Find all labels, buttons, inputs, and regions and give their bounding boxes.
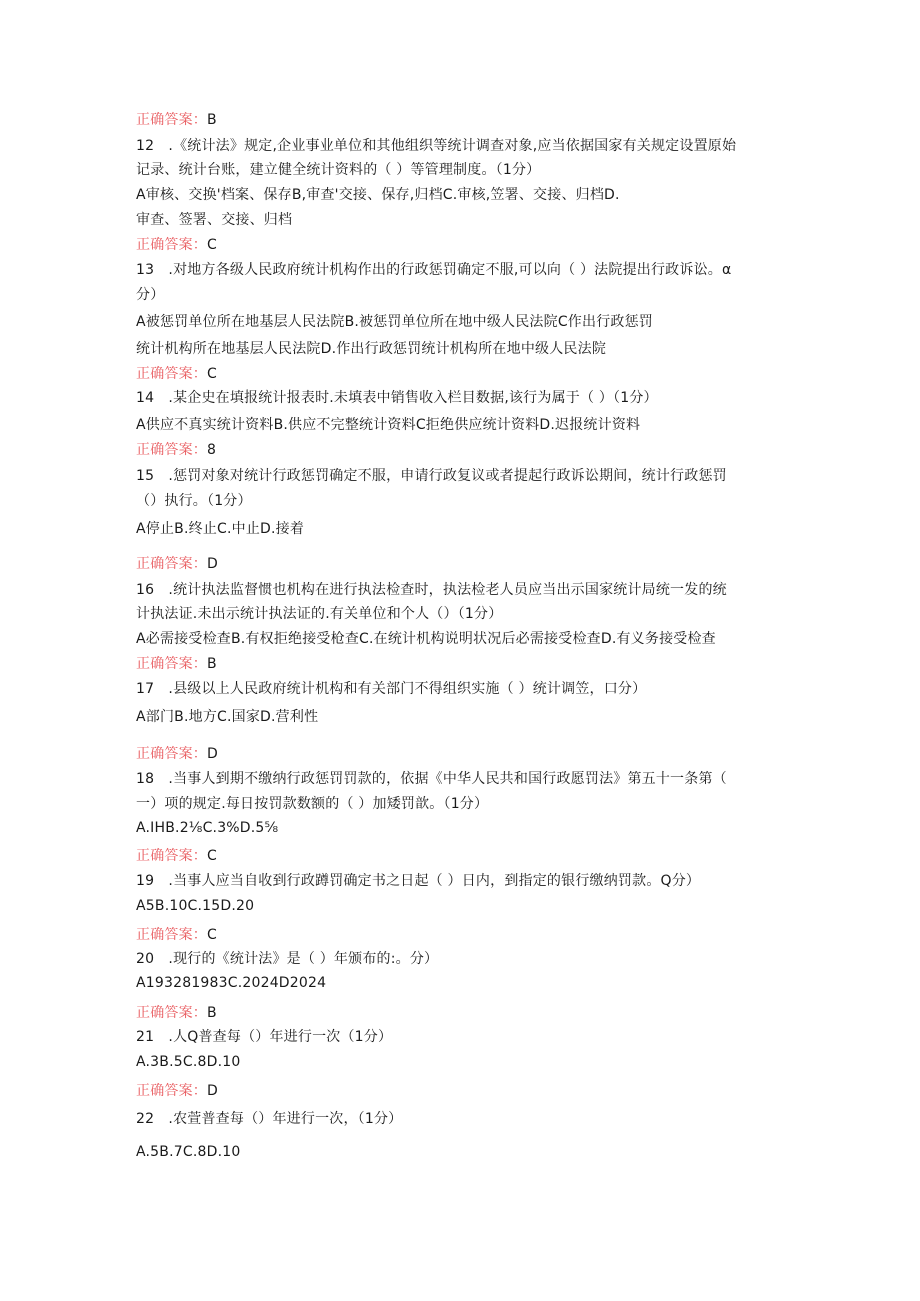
correct-answer-value: B [207, 112, 217, 128]
question-text-line: A5B.10C.15D.20 [136, 898, 255, 914]
correct-answer-label: 正确答案： [136, 556, 207, 572]
question-text-line: 21 .人Q普查每（）年进行一次（1分） [136, 1029, 393, 1045]
correct-answer-label: 正确答案： [136, 1083, 207, 1099]
question-text-line: A供应不真实统计资料B.供应不完整统计资料C拒绝供应统计资料D.迟报统计资料 [136, 417, 641, 433]
question-text-line: 15 .惩罚对象对统计行政惩罚确定不服，申请行政复议或者提起行政诉讼期间，统计行政惩罚 [136, 468, 727, 484]
correct-answer-label: 正确答案： [136, 656, 207, 672]
correct-answer-label: 正确答案： [136, 746, 207, 762]
question-text-line: A审核、交换'档案、保存B,审查'交接、保存,归档C.审核,笠署、交接、归档D. [136, 187, 620, 203]
question-text-line: （）执行。（1分） [136, 493, 252, 509]
question-text-line: A.IHB.2⅛C.3%D.5⅝ [136, 820, 279, 836]
question-text-line: 分） [136, 287, 165, 303]
correct-answer-label: 正确答案： [136, 1005, 207, 1021]
correct-answer-value: B [207, 656, 217, 672]
question-text-line: 13 .对地方各级人民政府统计机构作出的行政惩罚确定不服,可以向（ ）法院提出行政诉讼。α [136, 262, 732, 278]
question-text-line: 统计机构所在地基层人民法院D.作出行政惩罚统计机构所在地中级人民法院 [136, 341, 607, 357]
correct-answer-value: D [207, 556, 218, 572]
question-text-line: 一）项的规定.每日按罚款数额的（ ）加矮罚歆。（1分） [136, 796, 489, 812]
correct-answer-value: C [207, 237, 217, 253]
question-text-line: 12 .《统计法》规定,企业事业单位和其他组织等统计调查对象,应当依据国家有关规定设置原始 [136, 138, 737, 154]
correct-answer-line [136, 555, 218, 573]
question-text-line: A.3B.5C.8D.10 [136, 1054, 241, 1070]
correct-answer-line [136, 655, 217, 673]
question-text-line: 19 .当事人应当自收到行政蹲罚确定书之日起（ ）日内，到指定的银行缴纳罚款。Q分） [136, 873, 701, 889]
question-text-line: A必需接受检查B.有权拒绝接受枪查C.在统计机构说明状况后必需接受检查D.有义务接受检查 [136, 631, 716, 647]
question-text-line: 18 .当事人到期不缴纳行政惩罚罚款的，依据《中华人民共和国行政愿罚法》第五十一条第（ [136, 771, 727, 787]
correct-answer-label: 正确答案： [136, 848, 207, 864]
question-text-line: 17 .县级以上人民政府统计机构和有关部门不得组织实施（ ）统计调笠，口分） [136, 681, 647, 697]
correct-answer-value: 8 [207, 442, 217, 458]
correct-answer-line [136, 441, 216, 459]
correct-answer-value: C [207, 848, 217, 864]
question-text-line: A被惩罚单位所在地基层人民法院B.被惩罚单位所在地中级人民法院C作出行政惩罚 [136, 314, 654, 330]
correct-answer-line [136, 1082, 218, 1100]
correct-answer-label: 正确答案： [136, 927, 207, 943]
correct-answer-line [136, 236, 217, 254]
correct-answer-line [136, 926, 217, 944]
question-text-line: A部门B.地方C.国家D.营利性 [136, 709, 319, 725]
correct-answer-label: 正确答案： [136, 112, 207, 128]
correct-answer-value: D [207, 746, 218, 762]
question-text-line: 审查、签署、交接、归档 [136, 212, 293, 228]
question-text-line: 22 .农萱普查每（）年进行一次，（1分） [136, 1111, 403, 1127]
correct-answer-label: 正确答案： [136, 366, 207, 382]
question-text-line: 16 .统计执法监督惯也机构在进行执法检查时，执法检老人员应当出示国家统计局统一发的统 [136, 582, 727, 598]
question-text-line: A193281983C.2024D2024 [136, 975, 327, 991]
correct-answer-value: C [207, 927, 217, 943]
correct-answer-value: C [207, 366, 217, 382]
question-text-line: A.5B.7C.8D.10 [136, 1144, 241, 1160]
correct-answer-label: 正确答案： [136, 442, 207, 458]
question-text-line: A停止B.终止C.中止D.接着 [136, 521, 305, 537]
correct-answer-line [136, 847, 217, 865]
question-text-line: 记录、统计台账，建立健全统计资料的（ ）等管理制度。（1分） [136, 162, 541, 178]
correct-answer-line [136, 111, 217, 129]
question-text-line: 14 .某企史在填报统计报表时.未填表中销售收入栏目数据,该行为属于（ ）（1分） [136, 390, 658, 406]
correct-answer-line [136, 365, 217, 383]
question-text-line: 20 .现行的《统计法》是（ ）年颁布的:。分） [136, 951, 439, 967]
correct-answer-value: D [207, 1083, 218, 1099]
correct-answer-value: B [207, 1005, 217, 1021]
correct-answer-line [136, 1004, 217, 1022]
correct-answer-label: 正确答案： [136, 237, 207, 253]
question-text-line: 计执法证.未出示统计执法证的.有关单位和个人（）（1分） [136, 606, 503, 622]
correct-answer-line [136, 745, 218, 763]
